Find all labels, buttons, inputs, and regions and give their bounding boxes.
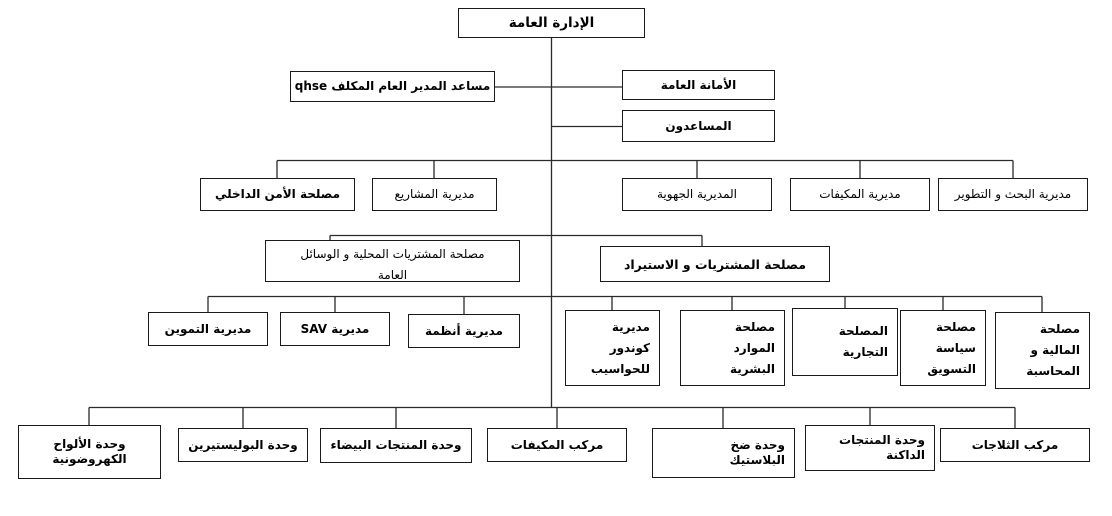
node-label: الأمانة العامة <box>660 77 737 92</box>
node-label: وحدة البوليستيرين <box>188 437 298 452</box>
node-label-line: وحدة الألواح <box>53 437 126 451</box>
node-label-line: مصلحة <box>734 319 775 334</box>
node-label-line: المصلحة <box>838 324 888 338</box>
org-node-ac-plant <box>487 428 627 462</box>
node-label: مديرية المكيفات <box>819 187 901 201</box>
org-node-regional-directorate <box>622 178 772 211</box>
org-node-finance-accounting <box>995 312 1090 389</box>
node-label-line: المالية و <box>1030 343 1080 357</box>
org-node-human-resources <box>680 310 785 386</box>
node-label: مديرية المشاريع <box>394 187 475 201</box>
org-node-import-purchases <box>600 246 830 282</box>
node-label: مديرية SAV <box>300 321 370 336</box>
node-label-line: مصلحة <box>935 319 976 334</box>
org-node-marketing-policy <box>900 310 986 386</box>
node-label: مديرية التموين <box>164 321 252 336</box>
org-node-systems-directorate <box>408 314 520 348</box>
org-node-condor-computers <box>565 310 660 386</box>
org-node-supply-directorate <box>148 312 268 346</box>
node-label-line: سياسة <box>935 340 976 355</box>
node-label-line: وحدة المنتجات <box>839 433 925 447</box>
node-label-line: الكهروضونية <box>52 452 127 466</box>
org-node-dark-products-unit <box>805 425 935 471</box>
node-label: مصلحة الأمن الداخلي <box>214 187 341 201</box>
org-node-white-products-unit <box>320 428 472 463</box>
node-label-line: البلاستيك <box>729 453 785 467</box>
node-label-line: الداكنة <box>886 448 925 462</box>
org-node-general-secretariat <box>622 70 775 100</box>
org-node-projects-directorate <box>372 178 497 211</box>
node-label: مديرية أنظمة <box>425 323 503 338</box>
org-node-internal-security <box>200 178 355 211</box>
org-node-sav-directorate <box>280 312 390 346</box>
node-label: مركب المكيفات <box>510 437 604 452</box>
org-node-plastic-injection-unit <box>652 428 795 478</box>
node-label-line: الموارد <box>733 340 775 355</box>
node-label: مركب الثلاجات <box>971 437 1059 452</box>
org-node-rnd-directorate <box>938 178 1088 211</box>
org-node-local-purchases <box>265 240 520 282</box>
node-label: مديرية البحث و التطوير <box>954 187 1072 201</box>
org-node-qhse-assistant <box>290 71 495 102</box>
node-label-line: كوندور <box>609 340 650 355</box>
org-node-assistants <box>622 110 775 142</box>
node-label: مساعد المدير العام المكلف qhse <box>294 79 491 93</box>
node-label: الإدارة العامة <box>508 14 595 31</box>
node-label-line: مصلحة <box>1039 322 1080 336</box>
org-node-commercial-service <box>792 308 898 376</box>
org-node-polystyrene-unit <box>178 428 308 462</box>
node-label-line: مصلحة المشتريات المحلية و الوسائل <box>300 247 485 261</box>
node-label-line: البشرية <box>730 361 775 376</box>
node-label-line: التجارية <box>842 345 888 359</box>
node-label: المديرية الجهوية <box>656 187 737 201</box>
node-label: مصلحة المشتريات و الاستيراد <box>623 256 807 272</box>
node-label-line: المحاسبة <box>1026 364 1080 378</box>
node-label-line: وحدة ضخ <box>730 438 785 452</box>
node-label-line: العامة <box>377 268 408 282</box>
org-node-ac-directorate <box>790 178 930 211</box>
node-label-line: للحواسيب <box>590 361 650 376</box>
org-node-fridge-plant <box>940 428 1090 462</box>
org-node-general-administration <box>458 8 645 38</box>
node-label: وحدة المنتجات البيضاء <box>330 438 462 452</box>
node-label: المساعدون <box>665 118 732 133</box>
node-label-line: مديرية <box>611 319 650 334</box>
org-node-pv-panels-unit <box>18 425 161 479</box>
node-label-line: التسويق <box>927 361 976 376</box>
